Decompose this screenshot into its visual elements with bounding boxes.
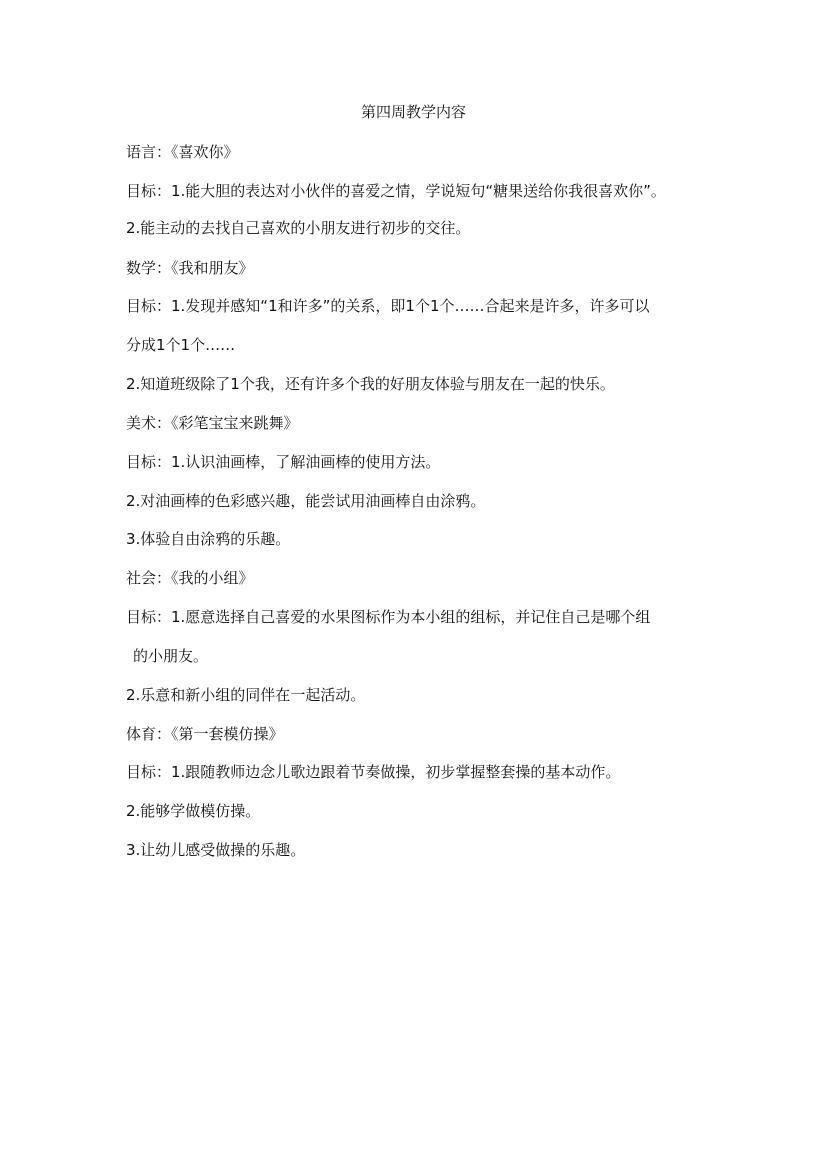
- goal-line: 3.让幼儿感受做操的乐趣。: [126, 841, 306, 859]
- goal-line: 3.体验自由涂鸦的乐趣。: [126, 530, 291, 548]
- goal-line: 2.能主动的去找自己喜欢的小朋友进行初步的交往。: [126, 219, 471, 237]
- goal-line: 2.能够学做模仿操。: [126, 802, 261, 820]
- section-heading-math: 数学：《我和朋友》: [126, 259, 254, 277]
- section-heading-pe: 体育：《第一套模仿操》: [126, 725, 284, 743]
- goal-line: 目标：1.认识油画棒，了解油画棒的使用方法。: [126, 453, 441, 471]
- section-heading-society: 社会：《我的小组》: [126, 569, 254, 587]
- goal-line: 的小朋友。: [133, 647, 209, 665]
- section-heading-language: 语言：《喜欢你》: [126, 143, 239, 161]
- goal-line: 目标：1.愿意选择自己喜爱的水果图标作为本小组的组标，并记住自己是哪个组: [126, 608, 651, 626]
- goal-line: 目标：1.发现并感知“1和许多”的关系，即1个1个……合起来是许多，许多可以: [126, 297, 650, 315]
- page-title: 第四周教学内容: [360, 103, 466, 121]
- goal-line: 分成1个1个……: [126, 336, 236, 354]
- goal-line: 目标：1.能大胆的表达对小伙伴的喜爱之情，学说短句“糖果送给你我很喜欢你”。: [126, 182, 666, 200]
- goal-line: 2.对油画棒的色彩感兴趣，能尝试用油画棒自由涂鸦。: [126, 492, 486, 510]
- goal-line: 2.知道班级除了1个我，还有许多个我的好朋友体验与朋友在一起的快乐。: [126, 375, 615, 393]
- goal-line: 目标：1.跟随教师边念儿歌边跟着节奏做操，初步掌握整套操的基本动作。: [126, 763, 621, 781]
- goal-line: 2.乐意和新小组的同伴在一起活动。: [126, 686, 366, 704]
- section-heading-art: 美术：《彩笔宝宝来跳舞》: [126, 414, 299, 432]
